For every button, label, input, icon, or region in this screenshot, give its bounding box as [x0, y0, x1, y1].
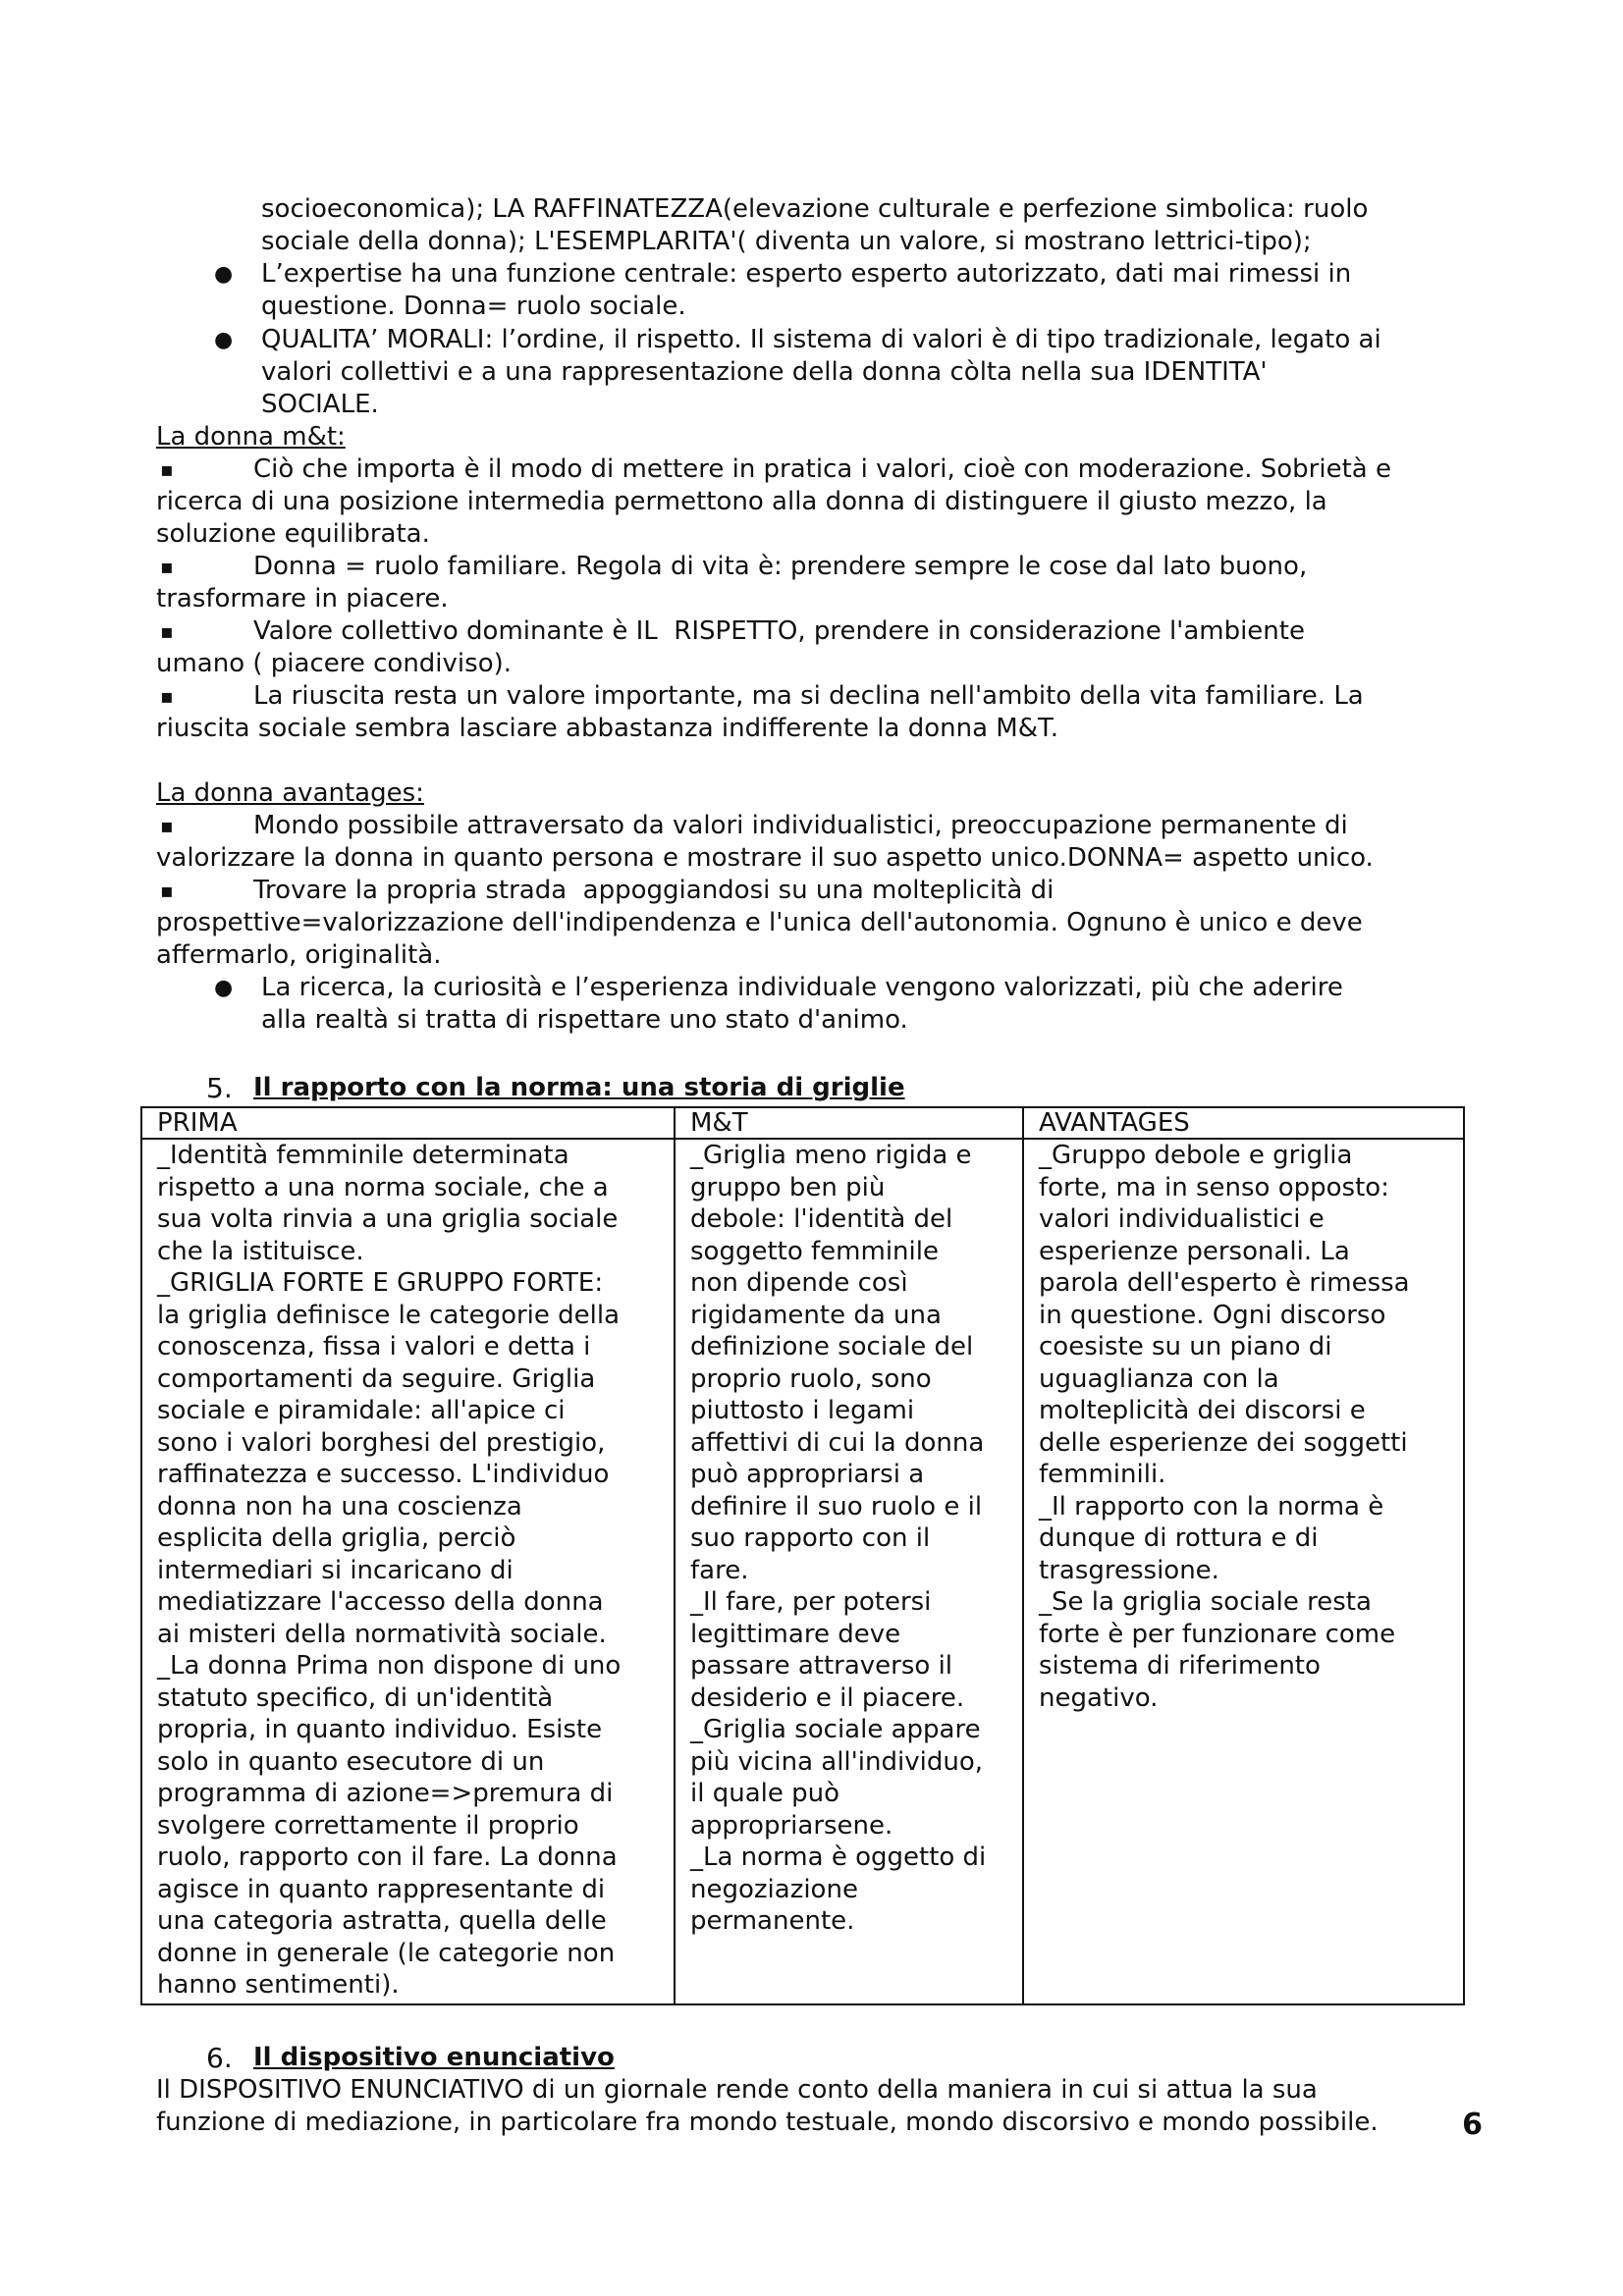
table-cell-line: ai misteri della normatività sociale. — [157, 1619, 607, 1649]
table-cell-line: statuto specifico, di un'identità — [157, 1682, 554, 1713]
table-cell-line: _Se la griglia sociale resta — [1039, 1587, 1372, 1617]
table-cell-line: sua volta rinvia a una griglia sociale — [157, 1204, 619, 1234]
body-text-line: La riuscita resta un valore importante, ma si declina nell'ambito della vita familiare. La — [253, 681, 1364, 711]
square-bullet: ▪ — [160, 555, 174, 578]
table-cell-line: sociale e piramidale: all'apice ci — [157, 1396, 566, 1425]
table-cell-line: comportamenti da seguire. Griglia — [157, 1363, 596, 1394]
body-text-line: socioeconomica); LA RAFFINATEZZA(elevazione culturale e perfezione simbolica: ruolo — [261, 194, 1369, 224]
table-cell-line: negativo. — [1039, 1682, 1159, 1713]
table-cell-line: rispetto a una norma sociale, che a — [157, 1172, 609, 1202]
body-text-line: Mondo possibile attraversato da valori individualistici, preoccupazione permanente di — [253, 811, 1348, 840]
table-row — [141, 1139, 1464, 2004]
section-number: 6. — [206, 2042, 233, 2074]
bullet-dot: ● — [214, 976, 234, 1000]
table-cell-line: dunque di rottura e di — [1039, 1523, 1319, 1553]
table-cell-line: in questione. Ogni discorso — [1039, 1300, 1386, 1330]
table-cell-line: fare. — [690, 1555, 749, 1585]
body-text-line: valorizzare la donna in quanto persona e mostrare il suo aspetto unico.DONNA= aspetto unico. — [156, 843, 1374, 873]
table-cell-line: più vicina all'individuo, — [690, 1746, 983, 1777]
section-number: 5. — [206, 1072, 233, 1104]
table-cell-line: esplicita della griglia, perciò — [157, 1523, 516, 1553]
body-text-line: L’expertise ha una funzione centrale: esperto esperto autorizzato, dati mai rimessi in — [261, 259, 1352, 289]
body-text-line: riuscita sociale sembra lasciare abbastanza indifferente la donna M&T. — [156, 714, 1059, 743]
table-cell-line: conoscenza, fissa i valori e detta i — [157, 1332, 591, 1362]
norm-comparison-table — [140, 1106, 1465, 2005]
body-text-line: prospettive=valorizzazione dell'indipendenza e l'unica dell'autonomia. Ognuno è unico e deve — [156, 908, 1363, 937]
section-heading-avantages: La donna avantages: — [156, 778, 424, 808]
body-text-line: funzione di mediazione, in particolare fra mondo testuale, mondo discorsivo e mondo possibile. — [156, 2108, 1379, 2137]
body-text-line: affermarlo, originalità. — [156, 940, 442, 970]
table-cell-line: donne in generale (le categorie non — [157, 1938, 616, 1968]
table-cell-line: non dipende così — [690, 1268, 908, 1298]
table-cell-line: soggetto femminile — [690, 1236, 939, 1266]
table-cell-line: _La norma è oggetto di — [690, 1842, 987, 1872]
table-cell-line: _Il rapporto con la norma è — [1039, 1491, 1384, 1522]
page-number: 6 — [1462, 2108, 1483, 2142]
square-bullet: ▪ — [160, 879, 174, 902]
table-cell-line: esperienze personali. La — [1039, 1236, 1350, 1266]
body-text-line: sociale della donna); L'ESEMPLARITA'( diventa un valore, si mostrano lettrici-tipo); — [261, 227, 1312, 256]
table-cell-line: svolgere correttamente il proprio — [157, 1810, 579, 1841]
table-cell-line: sono i valori borghesi del prestigio, — [157, 1427, 606, 1458]
table-cell-line: forte è per funzionare come — [1039, 1619, 1396, 1649]
square-bullet: ▪ — [160, 684, 174, 708]
table-cell-line: _GRIGLIA FORTE E GRUPPO FORTE: — [157, 1268, 604, 1298]
table-cell-line: definire il suo ruolo e il — [690, 1491, 983, 1522]
table-cell-line: uguaglianza con la — [1039, 1363, 1279, 1394]
body-text-line: Valore collettivo dominante è IL RISPETTO, prendere in considerazione l'ambiente — [253, 616, 1305, 646]
table-cell-line: la griglia definisce le categorie della — [157, 1300, 621, 1330]
table-header-row — [141, 1107, 1464, 1139]
table-cell-line: appropriarsene. — [690, 1810, 893, 1841]
body-text-line: ricerca di una posizione intermedia permettono alla donna di distinguere il giusto mezzo, la — [156, 487, 1327, 516]
body-text-line: alla realtà si tratta di rispettare uno stato d'animo. — [261, 1005, 908, 1035]
table-cell-line: donna non ha una coscienza — [157, 1491, 522, 1522]
square-bullet: ▪ — [160, 619, 174, 643]
table-cell-line: programma di azione=>premura di — [157, 1779, 614, 1808]
section-heading-mt: La donna m&t: — [156, 422, 346, 452]
body-text-line: Trovare la propria strada appoggiandosi su una molteplicità di — [253, 876, 1055, 905]
body-text-line: Donna = ruolo familiare. Regola di vita è: prendere sempre le cose dal lato buono, — [253, 552, 1308, 581]
table-cell-line: solo in quanto esecutore di un — [157, 1746, 545, 1777]
body-text-line: trasformare in piacere. — [156, 584, 449, 614]
body-text-line: Il DISPOSITIVO ENUNCIATIVO di un giornale rende conto della maniera in cui si attua la sua — [156, 2075, 1318, 2105]
table-cell-line: che la istituisce. — [157, 1236, 364, 1266]
table-cell-line: desiderio e il piacere. — [690, 1682, 965, 1713]
table-cell-line: valori individualistici e — [1039, 1204, 1325, 1234]
table-cell-line: _Griglia sociale appare — [690, 1715, 981, 1744]
table-cell-line: trasgressione. — [1039, 1555, 1219, 1585]
table-cell-line: femminili. — [1039, 1460, 1166, 1489]
section-title: Il dispositivo enunciativo — [253, 2043, 615, 2072]
table-cell-line: delle esperienze dei soggetti — [1039, 1427, 1408, 1458]
table-cell-line: rigidamente da una — [690, 1300, 942, 1330]
table-cell-line: agisce in quanto rappresentante di — [157, 1874, 606, 1904]
table-cell-line: _Il fare, per potersi — [690, 1587, 932, 1617]
table-cell-line: debole: l'identità del — [690, 1204, 953, 1234]
table-cell-mt — [675, 1139, 1023, 2004]
table-cell-line: raffinatezza e successo. L'individuo — [157, 1460, 610, 1489]
table-header-cell: AVANTAGES — [1023, 1107, 1464, 1139]
table-cell-line: molteplicità dei discorsi e — [1039, 1396, 1366, 1425]
table-cell-avantages — [1023, 1139, 1464, 2004]
table-header-cell: M&T — [675, 1107, 1023, 1139]
table-cell-line: sistema di riferimento — [1039, 1651, 1321, 1681]
table-cell-line: _Gruppo debole e griglia — [1039, 1141, 1353, 1170]
body-text-line: questione. Donna= ruolo sociale. — [261, 292, 686, 321]
body-text-line: La ricerca, la curiosità e l’esperienza individuale vengono valorizzati, più che aderire — [261, 973, 1343, 1002]
bullet-dot: ● — [214, 262, 234, 287]
table-cell-line: hanno sentimenti). — [157, 1970, 400, 2000]
square-bullet: ▪ — [160, 814, 174, 837]
table-cell-line: ruolo, rapporto con il fare. La donna — [157, 1842, 618, 1872]
section-title: Il rapporto con la norma: una storia di griglie — [253, 1073, 905, 1102]
table-cell-line: coesiste su un piano di — [1039, 1332, 1332, 1362]
body-text-line: SOCIALE. — [261, 390, 379, 419]
table-cell-line: intermediari si incaricano di — [157, 1555, 514, 1585]
table-cell-line: parola dell'esperto è rimessa — [1039, 1268, 1410, 1298]
table-cell-line: permanente. — [690, 1906, 855, 1936]
table-cell-line: mediatizzare l'accesso della donna — [157, 1587, 604, 1617]
table-header-cell: PRIMA — [141, 1107, 675, 1139]
table-cell-line: legittimare deve — [690, 1619, 901, 1649]
body-text-line: umano ( piacere condiviso). — [156, 649, 513, 678]
table-cell-line: forte, ma in senso opposto: — [1039, 1172, 1389, 1202]
table-cell-line: piuttosto i legami — [690, 1396, 915, 1425]
bullet-dot: ● — [214, 328, 234, 352]
body-text-line: QUALITA’ MORALI: l’ordine, il rispetto. Il sistema di valori è di tipo tradizionale, legato ai — [261, 325, 1381, 354]
table-cell-line: può appropriarsi a — [690, 1460, 925, 1489]
body-text-line: valori collettivi e a una rappresentazione della donna còlta nella sua IDENTITA' — [261, 357, 1268, 387]
table-cell-line: affettivi di cui la donna — [690, 1427, 985, 1458]
table-cell-line: _La donna Prima non dispone di uno — [157, 1651, 622, 1681]
table-cell-line: propria, in quanto individuo. Esiste — [157, 1715, 603, 1744]
table-cell-line: una categoria astratta, quella delle — [157, 1906, 607, 1936]
table-cell-line: proprio ruolo, sono — [690, 1363, 932, 1394]
table-cell-line: _Identità femminile determinata — [157, 1141, 569, 1170]
table-cell-line: suo rapporto con il — [690, 1523, 931, 1553]
table-cell-prima — [141, 1139, 675, 2004]
table-cell-line: _Griglia meno rigida e — [690, 1141, 972, 1170]
table-cell-line: definizione sociale del — [690, 1332, 974, 1362]
table-cell-line: passare attraverso il — [690, 1651, 953, 1681]
square-bullet: ▪ — [160, 457, 174, 481]
table-cell-line: negoziazione — [690, 1874, 858, 1904]
body-text-line: soluzione equilibrata. — [156, 519, 430, 549]
table-cell-line: gruppo ben più — [690, 1172, 886, 1202]
body-text-line: Ciò che importa è il modo di mettere in pratica i valori, cioè con moderazione. Sobrietà e — [253, 454, 1391, 484]
table-cell-line: il quale può — [690, 1779, 840, 1808]
